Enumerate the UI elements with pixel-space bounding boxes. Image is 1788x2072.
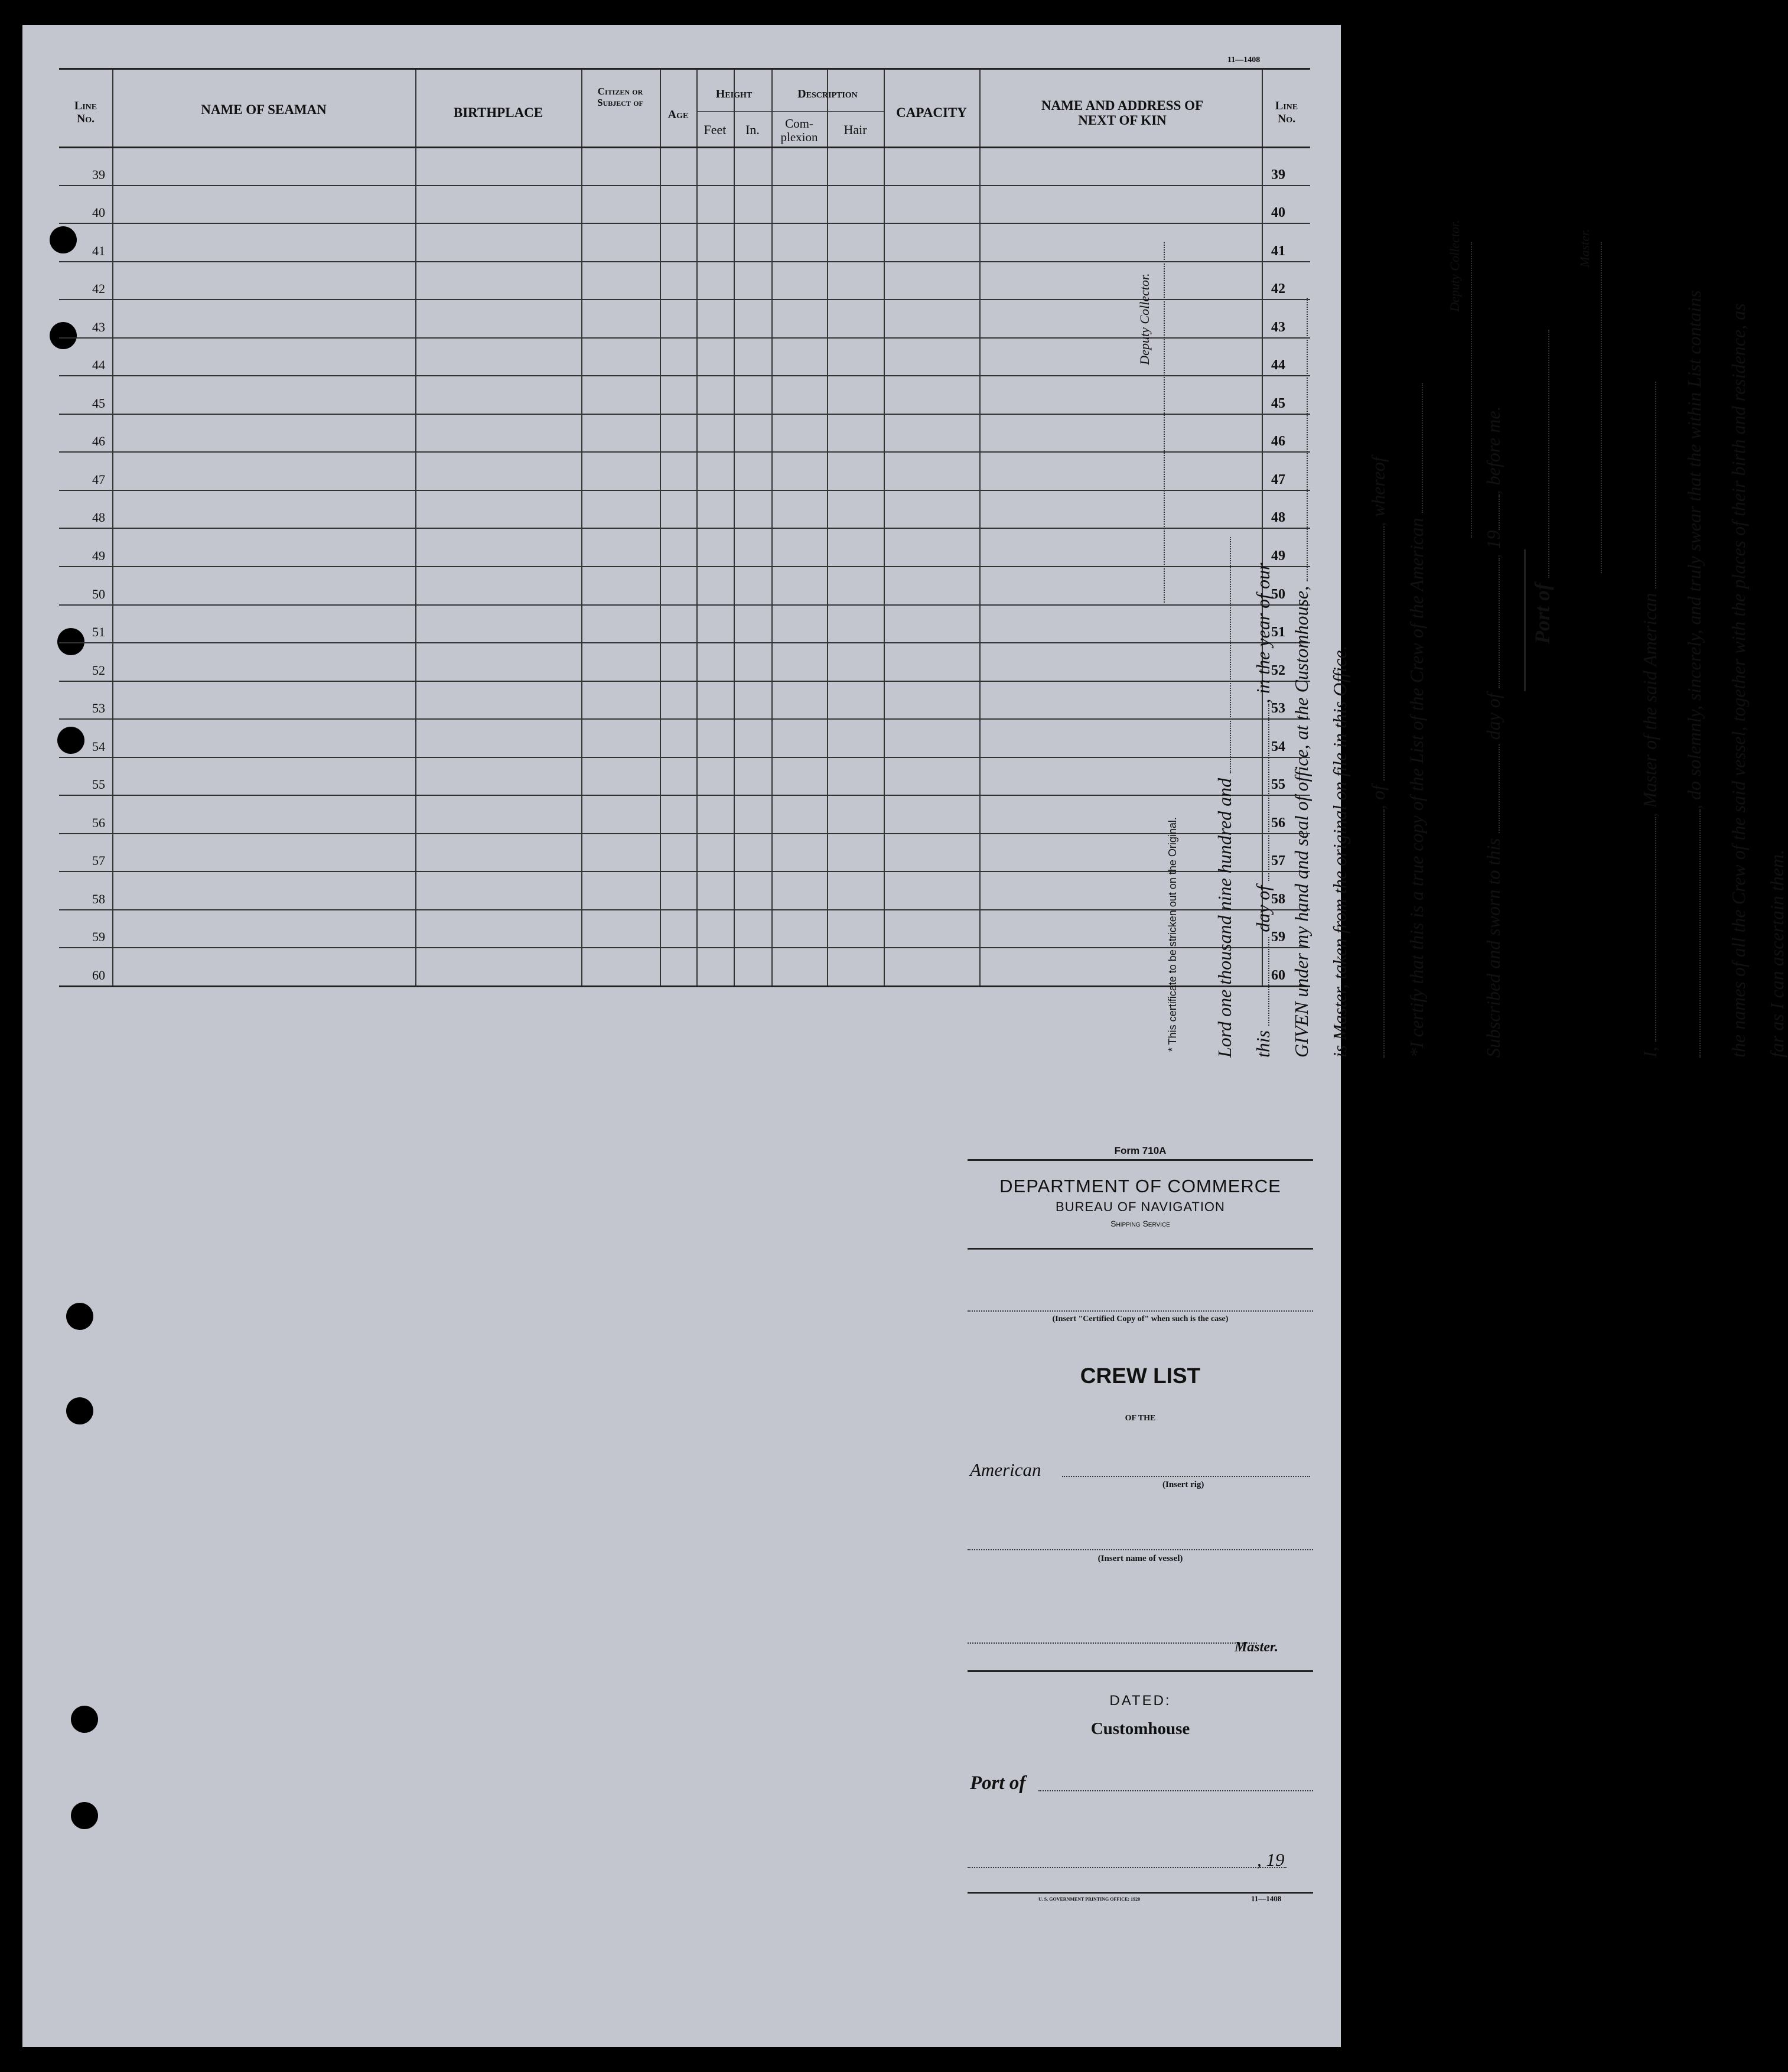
header-description: Description xyxy=(797,87,858,100)
row-number-left: 45 xyxy=(92,395,105,411)
header-complexion: Com-plexion xyxy=(780,116,818,145)
row-number-left: 39 xyxy=(92,167,105,182)
row-number-right: 44 xyxy=(1271,357,1285,373)
master-name-blank[interactable] xyxy=(1643,817,1656,1042)
row-number-left: 48 xyxy=(92,510,105,525)
master-blank-cover[interactable] xyxy=(968,1642,1257,1644)
header-age: Age xyxy=(667,108,689,121)
given-this: this xyxy=(1252,1030,1274,1058)
row-number-left: 54 xyxy=(92,739,105,754)
row-number-left: 44 xyxy=(92,357,105,373)
header-birthplace: BIRTHPLACE xyxy=(453,105,543,120)
row-number-left: 51 xyxy=(92,624,105,640)
deputy-collector-label-1: Deputy Collector. xyxy=(1447,220,1462,312)
header-height: Height xyxy=(715,87,753,100)
row-number-right: 41 xyxy=(1271,243,1285,259)
row-number-right: 51 xyxy=(1271,624,1285,640)
header-feet: Feet xyxy=(704,122,727,137)
subscribed-d: , before me. xyxy=(1483,406,1504,495)
row-number-right: 59 xyxy=(1271,929,1285,945)
crew-list-title: CREW LIST xyxy=(1080,1364,1201,1388)
subscribed-day-blank[interactable] xyxy=(1487,744,1500,833)
row-number-right: 47 xyxy=(1271,471,1285,487)
oath-i: I, xyxy=(1639,1046,1660,1058)
insert-rig-note: (Insert rig) xyxy=(1162,1480,1204,1489)
customhouse-blank[interactable] xyxy=(1295,298,1308,581)
row-number-right: 54 xyxy=(1271,739,1285,754)
header-inches: In. xyxy=(745,122,760,137)
of-the: OF THE xyxy=(1125,1414,1156,1423)
row-number-left: 52 xyxy=(92,662,105,678)
row-number-left: 58 xyxy=(92,891,105,906)
header-capacity: CAPACITY xyxy=(896,105,967,120)
header-name-of-seaman: NAME OF SEAMAN xyxy=(201,102,327,117)
form-number: Form 710A xyxy=(1114,1145,1167,1156)
row-number-right: 45 xyxy=(1271,395,1285,411)
row-number-right: 42 xyxy=(1271,281,1285,297)
date-blank-cover[interactable] xyxy=(968,1867,1287,1868)
row-number-right: 40 xyxy=(1271,205,1285,221)
row-number-left: 46 xyxy=(92,434,105,449)
lord-line: Lord one thousand nine hundred and xyxy=(1214,778,1235,1058)
row-number-left: 56 xyxy=(92,815,105,830)
row-number-right: 49 xyxy=(1271,548,1285,564)
port-of-blank[interactable] xyxy=(1536,330,1549,578)
punch-hole xyxy=(71,1802,98,1829)
port-of-cover-label: Port of xyxy=(970,1772,1026,1794)
american-label: American xyxy=(970,1459,1041,1480)
row-number-right: 50 xyxy=(1271,586,1285,602)
row-number-left: 42 xyxy=(92,281,105,297)
row-number-right: 57 xyxy=(1271,853,1285,869)
row-number-right: 43 xyxy=(1271,319,1285,335)
row-number-left: 47 xyxy=(92,471,105,487)
header-hair: Hair xyxy=(843,122,867,137)
row-number-left: 43 xyxy=(92,319,105,334)
row-number-right: 55 xyxy=(1271,777,1285,793)
row-number-right: 46 xyxy=(1271,434,1285,450)
punch-hole xyxy=(71,1706,98,1733)
certify-blank-2[interactable] xyxy=(1372,526,1385,780)
department-title: DEPARTMENT OF COMMERCE xyxy=(999,1176,1281,1196)
given-month-blank[interactable] xyxy=(1256,704,1269,881)
service-title: Shipping Service xyxy=(1110,1219,1170,1228)
bureau-title: BUREAU OF NAVIGATION xyxy=(1056,1199,1225,1214)
subscribed-month-blank[interactable] xyxy=(1487,558,1500,688)
given-day-blank[interactable] xyxy=(1256,937,1269,1026)
deputy-signature-line-2[interactable] xyxy=(1164,242,1165,603)
master-label-cover: Master. xyxy=(1235,1640,1279,1655)
row-number-left: 49 xyxy=(92,548,105,563)
vessel-name-blank-cover[interactable] xyxy=(968,1549,1313,1550)
row-number-right: 58 xyxy=(1271,891,1285,907)
insert-name-note: (Insert name of vessel) xyxy=(1097,1554,1183,1563)
oath-master-of: , Master of the said American xyxy=(1639,593,1660,818)
row-number-left: 50 xyxy=(92,586,105,601)
row-number-left: 59 xyxy=(92,929,105,945)
master-signature-line[interactable] xyxy=(1601,242,1602,573)
row-number-right: 60 xyxy=(1271,968,1285,983)
certify-blank-1[interactable] xyxy=(1372,809,1385,1058)
certify-line1: *I certify that this is a true copy of the List of the Crew of the American xyxy=(1406,518,1427,1058)
row-number-right: 39 xyxy=(1271,167,1285,183)
customhouse-label: Customhouse xyxy=(1090,1719,1190,1738)
port-of-label: Port of xyxy=(1530,583,1554,644)
certify-whereof: , whereof xyxy=(1367,457,1389,527)
subscribed-c: , 19 xyxy=(1483,530,1504,559)
rig-blank[interactable] xyxy=(1062,1476,1310,1477)
form-code-bottom: 11—1408 xyxy=(1251,1894,1282,1903)
row-number-left: 41 xyxy=(92,243,105,258)
subscribed-year-blank[interactable] xyxy=(1487,495,1500,530)
certify-line3: is Master, taken from the original on file in this Office. xyxy=(1329,645,1350,1058)
subscribed-b: day of xyxy=(1483,693,1504,740)
row-number-right: 48 xyxy=(1271,510,1285,526)
subscribed-a: Subscribed and sworn to this xyxy=(1483,838,1504,1058)
vessel-name-blank[interactable] xyxy=(1643,382,1656,588)
port-of-cover-blank[interactable] xyxy=(1038,1790,1313,1791)
insert-certified-note: (Insert "Certified Copy of" when such is the case) xyxy=(1052,1315,1229,1323)
row-number-right: 53 xyxy=(1271,701,1285,717)
header-line-no: Line No. xyxy=(74,99,97,125)
header-citizen: Citizen or Subject of xyxy=(597,86,643,108)
punch-hole xyxy=(66,1303,93,1330)
vessel-blank-2[interactable] xyxy=(1688,809,1701,1058)
master-label: Master. xyxy=(1577,229,1592,268)
given-day-of: day of xyxy=(1252,885,1274,932)
oath-swear: , do solemnly, sincerely, and truly swear that the within List contains xyxy=(1683,290,1705,809)
row-number-left: 55 xyxy=(92,777,105,792)
certify-vessel-blank[interactable] xyxy=(1410,383,1423,513)
given-line: GIVEN under my hand and seal of office, at the Customhouse, xyxy=(1291,586,1312,1058)
printer-note: U. S. GOVERNMENT PRINTING OFFICE: 1920 xyxy=(1038,1897,1141,1902)
punch-hole xyxy=(66,1397,93,1424)
deputy-collector-label-2: Deputy Collector. xyxy=(1137,273,1152,365)
dated-label: DATED: xyxy=(1109,1693,1171,1709)
oath-ascertain: far as I can ascertain them. xyxy=(1766,850,1787,1058)
row-number-left: 57 xyxy=(92,853,105,869)
header-line-no-right: Line No. xyxy=(1275,99,1298,125)
row-number-left: 40 xyxy=(92,205,105,220)
affidavit-block xyxy=(933,148,1787,1058)
header-next-of-kin: NAME AND ADDRESS OF NEXT OF KIN xyxy=(1041,98,1204,128)
given-year-of-our: , in the year of our xyxy=(1252,562,1274,704)
form-code-top: 11—1408 xyxy=(1227,56,1261,64)
oath-names: the names of all the Crew of the said vessel, together with the places of their birth and residence, as xyxy=(1728,303,1749,1058)
lord-year-blank[interactable] xyxy=(1218,537,1231,773)
row-number-right: 56 xyxy=(1271,815,1285,831)
year-19-label: , 19 xyxy=(1257,1849,1285,1870)
row-number-right: 52 xyxy=(1271,662,1285,678)
certify-of: , of xyxy=(1367,785,1389,809)
row-number-left: 60 xyxy=(92,968,105,983)
row-number-left: 53 xyxy=(92,701,105,716)
deputy-signature-line-1[interactable] xyxy=(1471,242,1472,538)
footnote: * This certificate to be stricken out on the Original. xyxy=(1167,817,1178,1052)
